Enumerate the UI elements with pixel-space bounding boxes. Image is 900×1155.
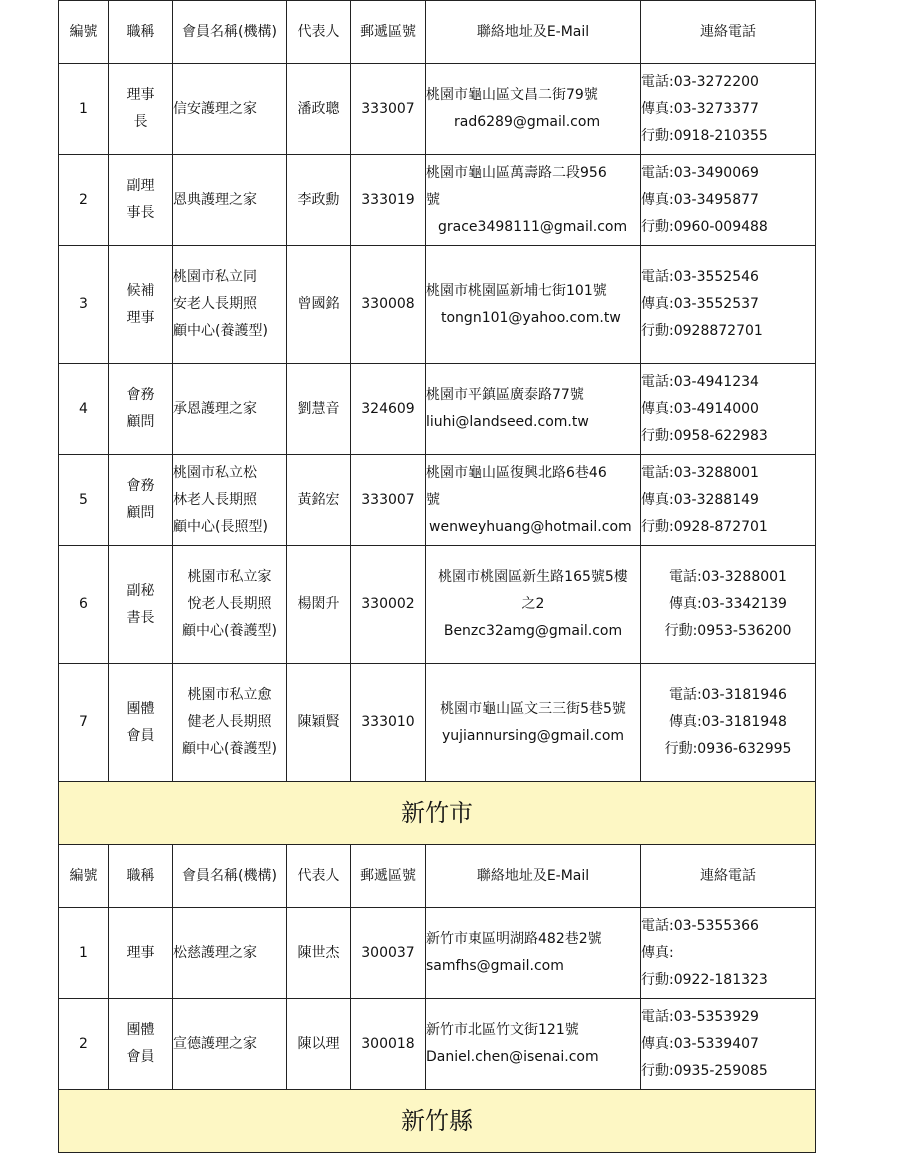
section-header-row <box>59 782 816 845</box>
cell-zip: 333007 <box>351 64 426 155</box>
email-text: Benzc32amg@gmail.com <box>443 623 623 639</box>
cell-phone: 電話:03-3552546 傳真:03-3552537 行動:0928872701 <box>641 246 816 364</box>
table-row <box>59 455 816 546</box>
cell-zip: 300018 <box>351 999 426 1090</box>
cell-phone: 電話:03-3288001 傳真:03-3342139 行動:0953-536200 <box>641 546 816 664</box>
cell-phone: 電話:03-5355366 傳真: 行動:0922-181323 <box>641 908 816 999</box>
header-no: 編號 <box>59 1 109 64</box>
cell-rep: 曾國銘 <box>287 246 351 364</box>
header-address: 聯絡地址及E-Mail <box>426 845 641 908</box>
table-row <box>59 999 816 1090</box>
cell-role: 會務 顧問 <box>109 455 173 546</box>
cell-rep: 陳穎賢 <box>287 664 351 782</box>
table-row <box>59 64 816 155</box>
cell-address: 桃園市龜山區文三三街5巷5號 yujiannursing@gmail.com <box>426 664 641 782</box>
cell-no: 2 <box>59 155 109 246</box>
cell-rep: 陳世杰 <box>287 908 351 999</box>
email-text: Daniel.chen@isenai.com <box>426 1049 599 1065</box>
cell-zip: 300037 <box>351 908 426 999</box>
cell-no: 7 <box>59 664 109 782</box>
cell-address: 新竹市東區明湖路482巷2號 samfhs@gmail.com <box>426 908 641 999</box>
cell-role: 副秘 書長 <box>109 546 173 664</box>
header-no: 編號 <box>59 845 109 908</box>
cell-phone: 電話:03-5353929 傳真:03-5339407 行動:0935-259085 <box>641 999 816 1090</box>
table-header-row <box>59 845 816 908</box>
cell-phone: 電話:03-4941234 傳真:03-4914000 行動:0958-622983 <box>641 364 816 455</box>
cell-zip: 330002 <box>351 546 426 664</box>
cell-role: 候補 理事 <box>109 246 173 364</box>
cell-member: 桃園市私立同 安老人長期照 顧中心(養護型) <box>173 246 287 364</box>
cell-member: 松慈護理之家 <box>173 908 287 999</box>
section-title-hsinchu-city: 新竹市 <box>59 782 816 845</box>
cell-rep: 李政勳 <box>287 155 351 246</box>
cell-rep: 潘政聰 <box>287 64 351 155</box>
cell-no: 1 <box>59 908 109 999</box>
table-row <box>59 155 816 246</box>
cell-address: 桃園市桃園區新生路165號5樓 之2 Benzc32amg@gmail.com <box>426 546 641 664</box>
cell-member: 桃園市私立松 林老人長期照 顧中心(長照型) <box>173 455 287 546</box>
cell-no: 3 <box>59 246 109 364</box>
cell-member: 桃園市私立家 悅老人長期照 顧中心(養護型) <box>173 546 287 664</box>
email-text: grace3498111@gmail.com <box>438 218 628 235</box>
cell-no: 4 <box>59 364 109 455</box>
cell-address: 桃園市桃園區新埔七街101號 tongn101@yahoo.com.tw <box>426 246 641 364</box>
cell-address: 新竹市北區竹文街121號 Daniel.chen@isenai.com <box>426 999 641 1090</box>
cell-address: 桃園市平鎮區廣泰路77號 liuhi@landseed.com.tw <box>426 364 641 455</box>
cell-member: 桃園市私立愈 健老人長期照 顧中心(養護型) <box>173 664 287 782</box>
cell-role: 團體 會員 <box>109 664 173 782</box>
email-text: liuhi@landseed.com.tw <box>426 414 589 430</box>
cell-phone: 電話:03-3288001 傳真:03-3288149 行動:0928-872701 <box>641 455 816 546</box>
cell-zip: 333007 <box>351 455 426 546</box>
header-phone: 連絡電話 <box>641 845 816 908</box>
table-row <box>59 664 816 782</box>
header-member: 會員名稱(機構) <box>173 845 287 908</box>
section-header-row <box>59 1090 816 1153</box>
cell-member: 宣德護理之家 <box>173 999 287 1090</box>
cell-role: 會務 顧問 <box>109 364 173 455</box>
cell-address: 桃園市龜山區復興北路6巷46 號 wenweyhuang@hotmail.com <box>426 455 641 546</box>
header-zip: 郵遞區號 <box>351 845 426 908</box>
cell-rep: 陳以理 <box>287 999 351 1090</box>
cell-rep: 劉慧音 <box>287 364 351 455</box>
cell-member: 恩典護理之家 <box>173 155 287 246</box>
cell-zip: 330008 <box>351 246 426 364</box>
table-row <box>59 908 816 999</box>
cell-no: 1 <box>59 64 109 155</box>
email-text: wenweyhuang@hotmail.com <box>429 518 632 535</box>
cell-role: 副理 事長 <box>109 155 173 246</box>
cell-role: 團體 會員 <box>109 999 173 1090</box>
header-rep: 代表人 <box>287 1 351 64</box>
header-role: 職稱 <box>109 845 173 908</box>
cell-no: 2 <box>59 999 109 1090</box>
header-phone: 連絡電話 <box>641 1 816 64</box>
cell-rep: 楊閎升 <box>287 546 351 664</box>
header-member: 會員名稱(機構) <box>173 1 287 64</box>
member-roster-table <box>58 0 816 1153</box>
section-title-hsinchu-county: 新竹縣 <box>59 1090 816 1153</box>
table-header-row <box>59 1 816 64</box>
cell-no: 5 <box>59 455 109 546</box>
cell-role: 理事 長 <box>109 64 173 155</box>
email-text: tongn101@yahoo.com.tw <box>441 309 621 326</box>
cell-role: 理事 <box>109 908 173 999</box>
header-zip: 郵遞區號 <box>351 1 426 64</box>
cell-zip: 333010 <box>351 664 426 782</box>
cell-zip: 333019 <box>351 155 426 246</box>
cell-zip: 324609 <box>351 364 426 455</box>
cell-address: 桃園市龜山區萬壽路二段956 號 grace3498111@gmail.com <box>426 155 641 246</box>
cell-member: 信安護理之家 <box>173 64 287 155</box>
email-text: rad6289@gmail.com <box>454 114 601 130</box>
email-text: yujiannursing@gmail.com <box>441 727 625 744</box>
cell-phone: 電話:03-3490069 傳真:03-3495877 行動:0960-009488 <box>641 155 816 246</box>
cell-phone: 電話:03-3181946 傳真:03-3181948 行動:0936-632995 <box>641 664 816 782</box>
cell-rep: 黃銘宏 <box>287 455 351 546</box>
table-row <box>59 246 816 364</box>
email-text: samfhs@gmail.com <box>426 958 564 974</box>
cell-address: 桃園市龜山區文昌二街79號 rad6289@gmail.com <box>426 64 641 155</box>
header-address: 聯絡地址及E-Mail <box>426 1 641 64</box>
table-row <box>59 546 816 664</box>
table-row <box>59 364 816 455</box>
cell-member: 承恩護理之家 <box>173 364 287 455</box>
header-role: 職稱 <box>109 1 173 64</box>
cell-no: 6 <box>59 546 109 664</box>
header-rep: 代表人 <box>287 845 351 908</box>
cell-phone: 電話:03-3272200 傳真:03-3273377 行動:0918-210355 <box>641 64 816 155</box>
